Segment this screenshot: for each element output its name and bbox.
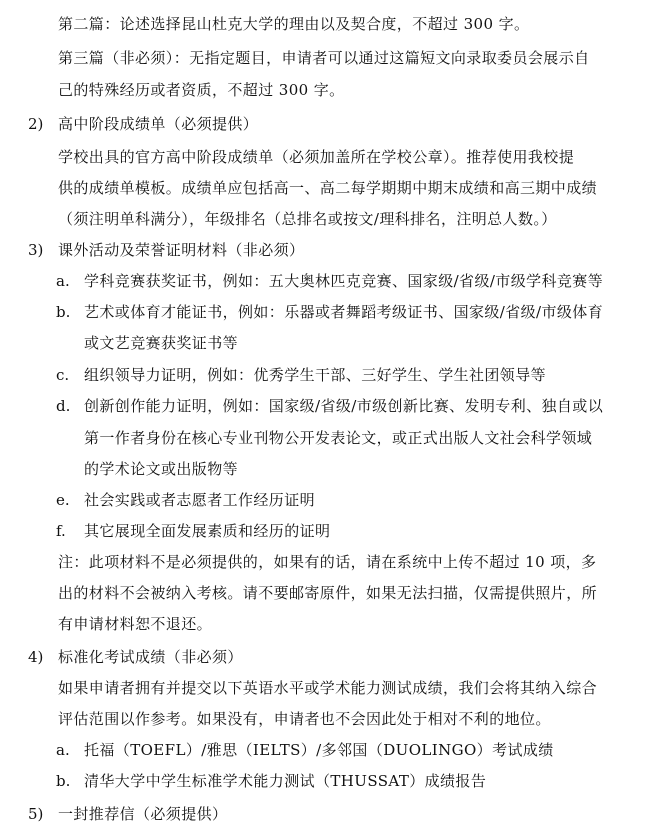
section-3-item-f-text: 其它展现全面发展素质和经历的证明 bbox=[84, 522, 331, 540]
essay-2-text: 第二篇：论述选择昆山杜克大学的理由以及契合度，不超过 300 字。 bbox=[58, 15, 530, 33]
section-3-note-line-2: 出的材料不会被纳入考核。请不要邮寄原件，如果无法扫描，仅需提供照片，所 bbox=[58, 584, 598, 602]
section-3-title: 课外活动及荣誉证明材料（非必须） bbox=[58, 241, 305, 259]
section-4-number: 4) bbox=[28, 648, 44, 666]
essay-3-text-line-2: 己的特殊经历或者资质，不超过 300 字。 bbox=[58, 81, 345, 99]
section-4-title: 标准化考试成绩（非必须） bbox=[58, 648, 243, 666]
section-3-item-b-letter: b. bbox=[56, 303, 71, 321]
section-2-number: 2) bbox=[28, 115, 44, 133]
section-3-item-e-letter: e. bbox=[56, 491, 70, 509]
section-3-note-line-1: 注：此项材料不是必须提供的，如果有的话，请在系统中上传不超过 10 项，多 bbox=[58, 553, 597, 571]
section-4-item-a-text: 托福（TOEFL）/雅思（IELTS）/多邻国（DUOLINGO）考试成绩 bbox=[84, 741, 554, 759]
section-4-item-b-text: 清华大学中学生标准学术能力测试（THUSSAT）成绩报告 bbox=[84, 772, 487, 790]
section-4-paragraph-line-2: 评估范围以作参考。如果没有，申请者也不会因此处于相对不利的地位。 bbox=[58, 710, 551, 728]
section-2-paragraph-line-3: （须注明单科满分），年级排名（总排名或按文/理科排名，注明总人数。） bbox=[58, 210, 557, 228]
section-3-item-b-text-line-2: 或文艺竞赛获奖证书等 bbox=[84, 334, 239, 352]
section-3-item-d-text-line-3: 的学术论文或出版物等 bbox=[84, 460, 239, 478]
section-3-item-d-text-line-1: 创新创作能力证明，例如：国家级/省级/市级创新比赛、发明专利、独自或以 bbox=[84, 397, 604, 415]
section-3-item-a-letter: a. bbox=[56, 272, 70, 290]
section-3-item-d-text-line-2: 第一作者身份在核心专业刊物公开发表论文，或正式出版人文社会科学领域 bbox=[84, 429, 593, 447]
essay-3-text-line-1: 第三篇（非必须）：无指定题目，申请者可以通过这篇短文向录取委员会展示自 bbox=[58, 49, 590, 67]
section-5-title: 一封推荐信（必须提供） bbox=[58, 805, 228, 823]
section-3-item-f-letter: f. bbox=[56, 522, 66, 540]
section-3-note-line-3: 有申请材料恕不退还。 bbox=[58, 615, 213, 633]
section-5-number: 5) bbox=[28, 805, 44, 823]
section-3-item-c-text: 组织领导力证明，例如：优秀学生干部、三好学生、学生社团领导等 bbox=[84, 366, 547, 384]
section-3-item-d-letter: d. bbox=[56, 397, 71, 415]
section-3-item-a-text: 学科竞赛获奖证书，例如：五大奥林匹克竞赛、国家级/省级/市级学科竞赛等 bbox=[84, 272, 604, 290]
section-3-item-b-text-line-1: 艺术或体育才能证书，例如：乐器或者舞蹈考级证书、国家级/省级/市级体育 bbox=[84, 303, 604, 321]
section-4-item-b-letter: b. bbox=[56, 772, 71, 790]
section-3-item-c-letter: c. bbox=[56, 366, 70, 384]
section-4-item-a-letter: a. bbox=[56, 741, 70, 759]
section-4-paragraph-line-1: 如果申请者拥有并提交以下英语水平或学术能力测试成绩，我们会将其纳入综合 bbox=[58, 679, 598, 697]
section-3-item-e-text: 社会实践或者志愿者工作经历证明 bbox=[84, 491, 316, 509]
section-3-number: 3) bbox=[28, 241, 44, 259]
section-2-paragraph-line-2: 供的成绩单模板。成绩单应包括高一、高二每学期期中期末成绩和高三期中成绩 bbox=[58, 179, 598, 197]
section-2-title: 高中阶段成绩单（必须提供） bbox=[58, 115, 259, 133]
section-2-paragraph-line-1: 学校出具的官方高中阶段成绩单（必须加盖所在学校公章）。推荐使用我校提 bbox=[58, 148, 575, 166]
